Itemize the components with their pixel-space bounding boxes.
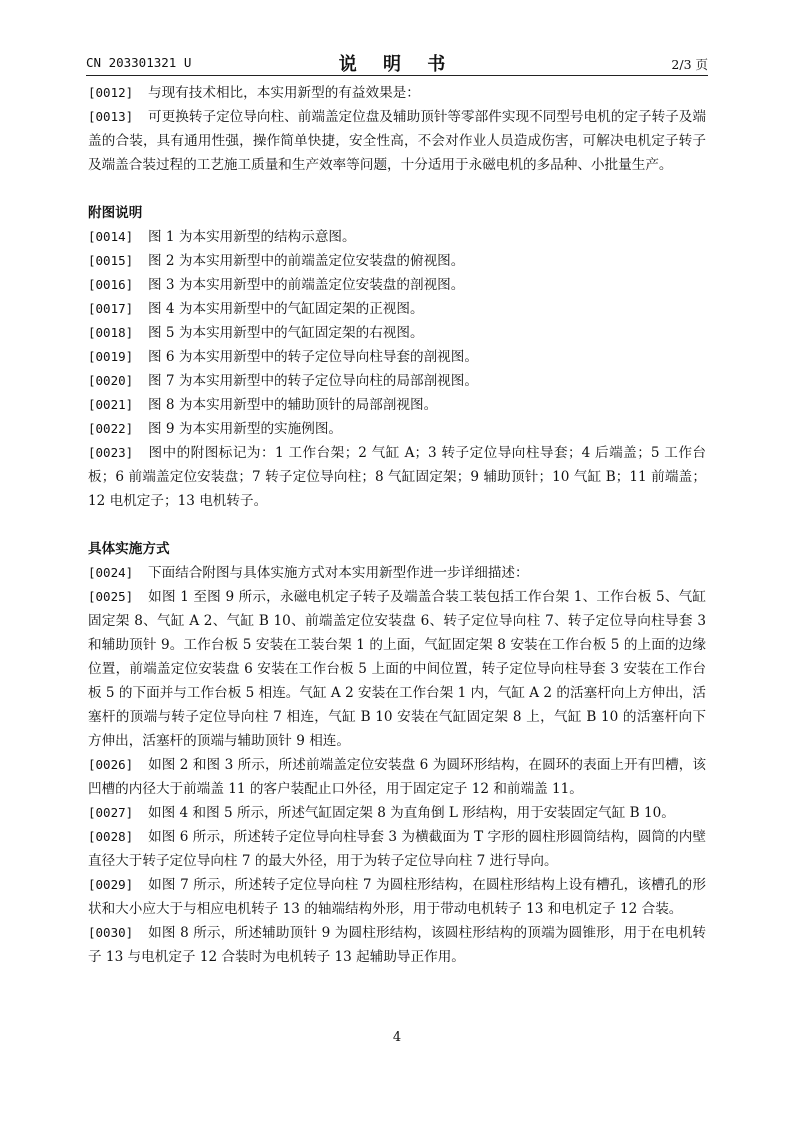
patent-number: CN 203301321 U [86, 55, 192, 70]
document-body [88, 81, 706, 969]
document-title: 说 明 书 [338, 54, 456, 75]
page-indicator: 2/3 页 [671, 57, 708, 72]
paragraph-0017: [0017] 图 4 为本实用新型中的气缸固定架的正视图。 [88, 301, 424, 317]
paragraph-0028: [0028] 如图 6 所示，所述转子定位导向柱导套 3 为横截面为 T 字形的圆柱形圆筒结构，圆筒的内壁直径大于转子定位导向柱 7 的最大外径，用于为转子定位导向柱 7 进行导向。 [88, 829, 706, 869]
paragraph-0026: [0026] 如图 2 和图 3 所示，所述前端盖定位安装盘 6 为圆环形结构，在圆环的表面上开有凹槽，该凹槽的内径大于前端盖 11 的客户装配止口外径，用于固定定子 12 和前端盖 11。 [88, 757, 706, 797]
paragraph-0021: [0021] 图 8 为本实用新型中的辅助顶针的局部剖视图。 [88, 397, 438, 413]
page-header [86, 50, 708, 75]
paragraph-0013: [0013] 可更换转子定位导向柱、前端盖定位盘及辅助顶针等零部件实现不同型号电机的定子转子及端盖的合装，具有通用性强，操作简单快捷，安全性高，不会对作业人员造成伤害，可解决电机定子转子及端盖合装过程的工艺施工质量和生产效率等问题，十分适用于永磁电机的多品种、小批量生产。 [88, 109, 706, 173]
header-rule [86, 75, 708, 76]
paragraph-0030: [0030] 如图 8 所示，所述辅助顶针 9 为圆柱形结构，该圆柱形结构的顶端为圆锥形，用于在电机转子 13 与电机定子 12 合装时为电机转子 13 起辅助导正作用。 [88, 925, 706, 965]
paragraph-0023: [0023] 图中的附图标记为：1 工作台架；2 气缸 A；3 转子定位导向柱导套；4 后端盖；5 工作台板；6 前端盖定位安装盘；7 转子定位导向柱；8 气缸固定架；9 辅助顶针；10 气缸 B；11 前端盖；12 电机定子；13 电机转子。 [88, 445, 706, 509]
paragraph-0029: [0029] 如图 7 所示，所述转子定位导向柱 7 为圆柱形结构，在圆柱形结构上设有槽孔，该槽孔的形状和大小应大于与相应电机转子 13 的轴端结构外形，用于带动电机转子 13 和电机定子 12 合装。 [88, 877, 706, 917]
paragraph-0015: [0015] 图 2 为本实用新型中的前端盖定位安装盘的俯视图。 [88, 253, 465, 269]
section-heading-embodiment: 具体实施方式 [88, 541, 170, 557]
paragraph-0020: [0020] 图 7 为本实用新型中的转子定位导向柱的局部剖视图。 [88, 373, 478, 389]
paragraph-0019: [0019] 图 6 为本实用新型中的转子定位导向柱导套的剖视图。 [88, 349, 478, 365]
paragraph-0014: [0014] 图 1 为本实用新型的结构示意图。 [88, 229, 356, 245]
paragraph-0027: [0027] 如图 4 和图 5 所示，所述气缸固定架 8 为直角倒 L 形结构，用于安装固定气缸 B 10。 [88, 805, 675, 821]
paragraph-0016: [0016] 图 3 为本实用新型中的前端盖定位安装盘的剖视图。 [88, 277, 465, 293]
paragraph-0025: [0025] 如图 1 至图 9 所示，永磁电机定子转子及端盖合装工装包括工作台架 1、工作台板 5、气缸固定架 8、气缸 A 2、气缸 B 10、前端盖定位安装盘 6、转子定位导向柱 7、转子定位导向柱导套 3 和辅助顶针 9。工作台板 5 安装在工装台架 1 的上面，气缸固定架 8 安装在工作台板 5 的上面的边缘位置，前端盖定位安装盘 6 安装在工作台板 5 上面的中间位置，转子定位导向柱导套 3 安装在工作台板 5 的下面并与工作台板 5 相连。气缸 A 2 安装在工作台架 1 内，气缸 A 2 的活塞杆向上方伸出，活塞杆的顶端与转子定位导向柱 7 相连，气缸 B 10 安装在气缸固定架 8 上，气缸 B 10 的活塞杆向下方伸出，活塞杆的顶端与辅助顶针 9 相连。 [88, 589, 706, 749]
page-number: 4 [392, 1030, 402, 1045]
paragraph-0024: [0024] 下面结合附图与具体实施方式对本实用新型作进一步详细描述： [88, 565, 529, 581]
paragraph-0012: [0012] 与现有技术相比，本实用新型的有益效果是： [88, 85, 420, 101]
paragraph-0022: [0022] 图 9 为本实用新型的实施例图。 [88, 421, 343, 437]
paragraph-0018: [0018] 图 5 为本实用新型中的气缸固定架的右视图。 [88, 325, 424, 341]
section-heading-drawings: 附图说明 [88, 205, 143, 221]
